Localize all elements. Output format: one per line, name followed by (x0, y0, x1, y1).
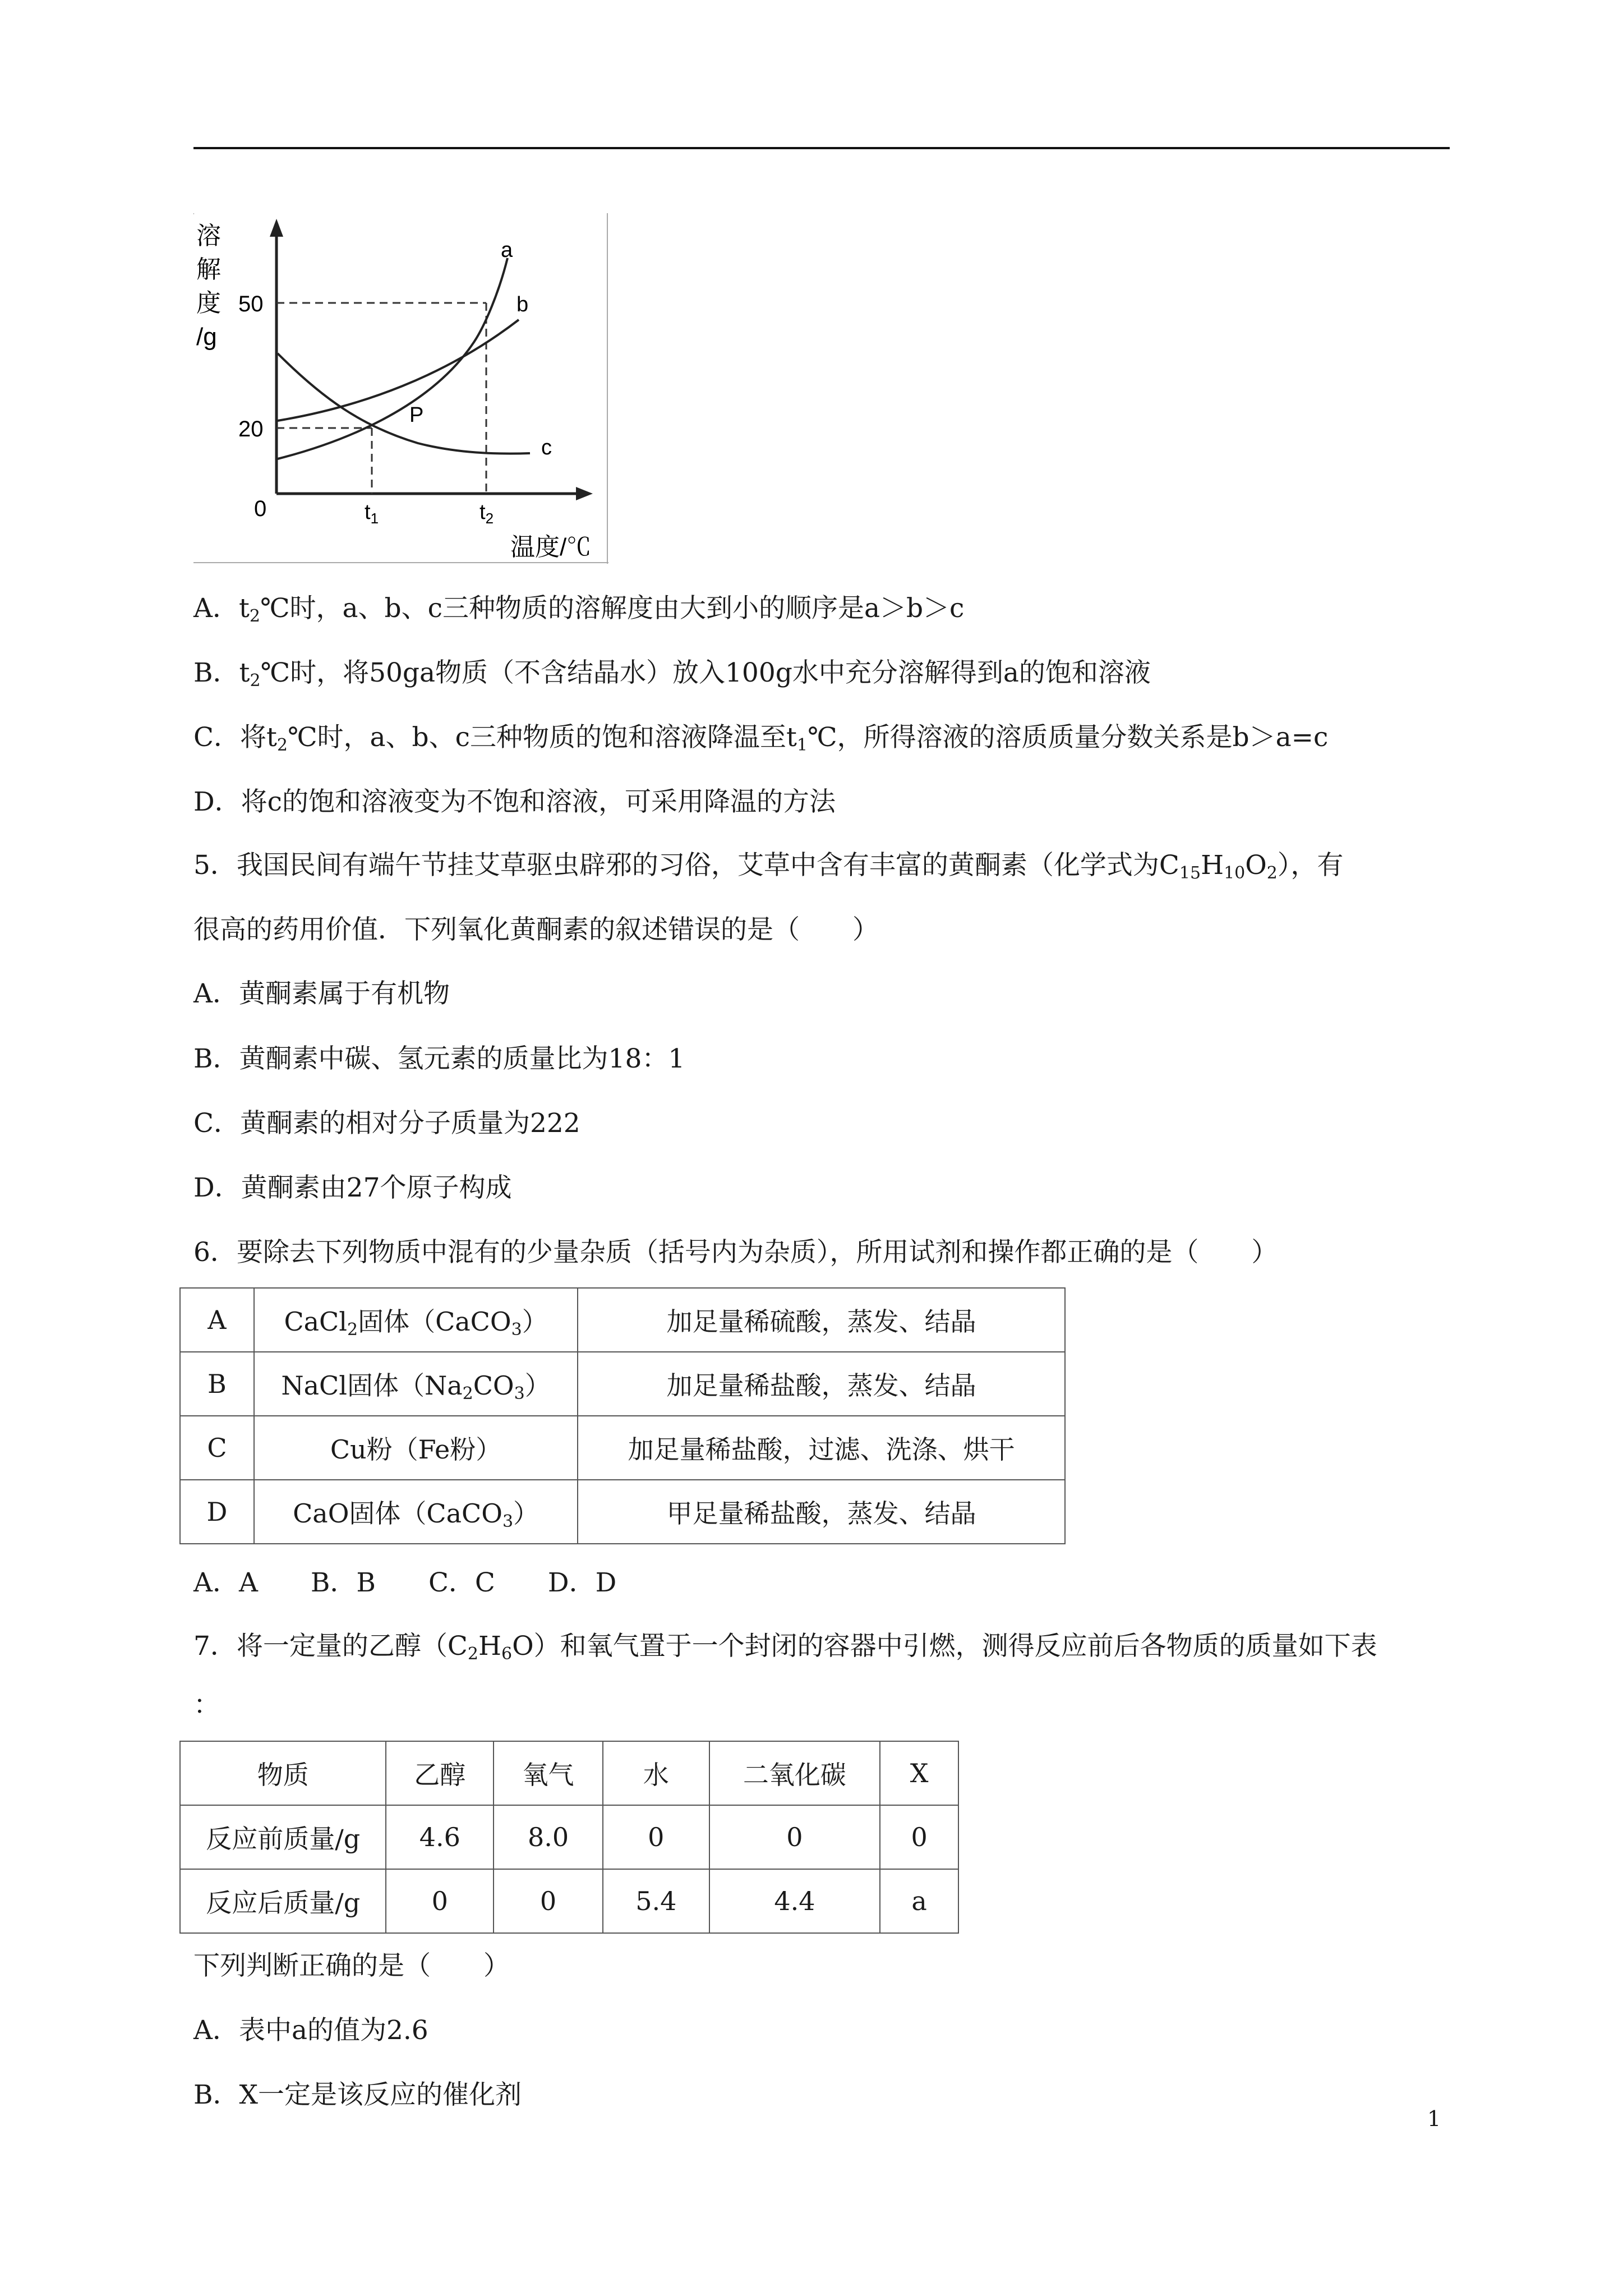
q7-stem-colon: ： (193, 1690, 220, 1720)
origin-label: 0 (254, 496, 267, 521)
ylabel-char-4: /g (196, 323, 217, 351)
table-row (180, 1416, 1065, 1480)
y-tick-50: 50 (238, 292, 264, 316)
q7-header-oxygen: 氧气 (494, 1741, 603, 1805)
q6-key-b: B (180, 1352, 254, 1416)
q7-table (179, 1741, 959, 1934)
table-cell: 0 (603, 1805, 709, 1869)
q7-header-substance: 物质 (180, 1741, 386, 1805)
q5-stem-line2: 很高的药用价值．下列氧化黄酮素的叙述错误的是（ ） (193, 914, 879, 945)
page-number: 1 (1427, 2106, 1441, 2131)
q6-substance-b: NaCl固体$(Na_2CO_3)$ (254, 1352, 578, 1416)
table-row (180, 1288, 1065, 1352)
q7-header-co2: 二氧化碳 (709, 1741, 880, 1805)
table-cell: 8.0 (494, 1805, 603, 1869)
x-tick-t2: $t_2$ (479, 500, 494, 527)
table-cell: 反应前质量/g (180, 1805, 386, 1869)
curve-label-b: b (517, 293, 529, 316)
q6-options: A．A B．B C．C D．D (193, 1567, 617, 1598)
q5-option-d: D．黄酮素由27个原子构成 (193, 1172, 512, 1203)
q4-option-d: D．将c的饱和溶液变为不饱和溶液，可采用降温的方法 (193, 786, 836, 817)
q6-operation-d: 甲足量稀盐酸，蒸发、结晶 (578, 1480, 1065, 1544)
q4-option-b: B．$t_2℃$时，将50ga物质（不含结晶水）放入100g水中充分溶解得到a的饱和溶液 (193, 657, 1151, 691)
header-rule (193, 147, 1450, 149)
ylabel-char-1: 溶 (196, 222, 221, 250)
q6-key-a: A (180, 1288, 254, 1352)
q7-stem: 7．将一定量的乙醇$(C_2H_6O)$和氧气置于一个封闭的容器中引燃，测得反应前后各物质的质量如下表 (193, 1631, 1377, 1664)
table-cell: 0 (709, 1805, 880, 1869)
q6-stem: 6．要除去下列物质中混有的少量杂质（括号内为杂质），所用试剂和操作都正确的是（ ） (193, 1237, 1278, 1268)
point-p-label: P (409, 403, 424, 427)
q6-substance-a: CaCl$_2$固体（CaCO$_3$） (254, 1288, 578, 1352)
q7-option-b: B．X一定是该反应的催化剂 (193, 2079, 522, 2110)
table-row (180, 1869, 958, 1933)
q4-option-c: C．将$t_2℃$时，a、b、c三种物质的饱和溶液降温至$t_1℃$，所得溶液的溶质质量分数关系是b＞a=c (193, 722, 1329, 755)
q7-header-water: 水 (603, 1741, 709, 1805)
q7-option-a: A．表中a的值为2.6 (193, 2015, 428, 2046)
q5-option-c: C．黄酮素的相对分子质量为222 (193, 1108, 580, 1139)
table-cell: 0 (880, 1805, 958, 1869)
q5-option-b: B．黄酮素中碳、氢元素的质量比为18：1 (193, 1043, 685, 1074)
q6-operation-b: 加足量稀盐酸，蒸发、结晶 (578, 1352, 1065, 1416)
ylabel-char-3: 度 (196, 289, 221, 317)
q6-key-c: C (180, 1416, 254, 1480)
q6-operation-c: 加足量稀盐酸，过滤、洗涤、烘干 (578, 1416, 1065, 1480)
ylabel-char-2: 解 (196, 256, 221, 283)
q7-header-ethanol: 乙醇 (386, 1741, 494, 1805)
q4-option-a: A．$t_2℃$时，a、b、c三种物质的溶解度由大到小的顺序是a＞b＞c (193, 593, 965, 626)
table-row (180, 1480, 1065, 1544)
table-cell: 0 (386, 1869, 494, 1933)
x-tick-t1: $t_1$ (365, 500, 379, 527)
curve-label-c: c (541, 436, 552, 459)
table-cell: 4.4 (709, 1869, 880, 1933)
table-cell: 5.4 (603, 1869, 709, 1933)
q5-stem-line1: 5．我国民间有端午节挂艾草驱虫辟邪的习俗，艾草中含有丰富的黄酮素（化学式为$C_{15}H_{10}O_2$），有 (193, 850, 1344, 883)
q7-header-x: X (880, 1741, 958, 1805)
table-cell: 反应后质量/g (180, 1869, 386, 1933)
q6-key-d: D (180, 1480, 254, 1544)
q6-table (179, 1287, 1066, 1544)
curve-label-a: a (501, 238, 513, 262)
q5-option-a: A．黄酮素属于有机物 (193, 978, 450, 1009)
table-cell: a (880, 1869, 958, 1933)
table-row (180, 1352, 1065, 1416)
q6-operation-a: 加足量稀硫酸，蒸发、结晶 (578, 1288, 1065, 1352)
table-row (180, 1805, 958, 1869)
table-cell: 4.6 (386, 1805, 494, 1869)
xlabel: 温度/℃ (510, 533, 592, 561)
q6-substance-d: CaO固体（CaCO$_3$） (254, 1480, 578, 1544)
table-row (180, 1741, 958, 1805)
y-tick-20: 20 (238, 417, 264, 441)
q6-substance-c: Cu粉（Fe粉） (254, 1416, 578, 1480)
q7-question: 下列判断正确的是（ ） (193, 1950, 510, 1981)
solubility-chart (193, 213, 608, 564)
table-cell: 0 (494, 1869, 603, 1933)
